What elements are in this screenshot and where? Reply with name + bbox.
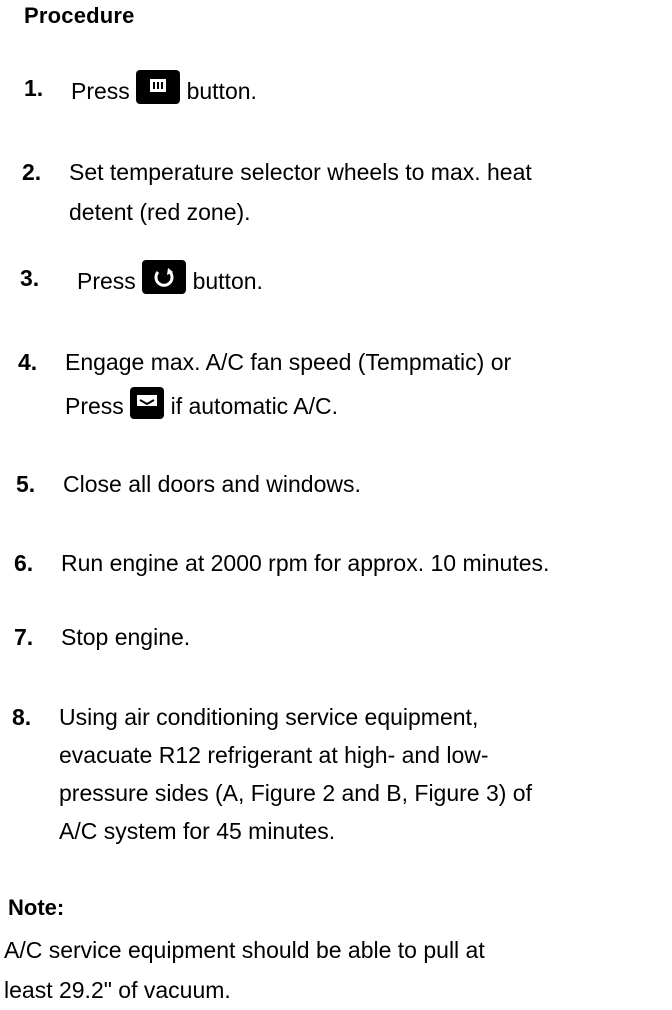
step-number: 6. [14,550,34,576]
step-text: Run engine at 2000 rpm for approx. 10 minutes. [61,550,550,576]
defrost-button-icon [136,70,180,104]
step-number: 4. [18,349,38,375]
note-line: A/C service equipment should be able to pull at [4,937,485,963]
step-text: if automatic A/C. [170,393,339,419]
max-fan-button-icon [130,387,164,419]
step-number: 1. [24,75,44,101]
step-text: A/C system for 45 minutes. [59,818,336,844]
step-number: 7. [14,624,34,650]
note-line: least 29.2" of vacuum. [4,977,231,1003]
step-text: Stop engine. [61,624,191,650]
step-text: button. [186,78,257,104]
step-text: Close all doors and windows. [63,471,361,497]
step-text: Set temperature selector wheels to max. heat [69,159,532,185]
step-text: Press [77,268,136,294]
step-text: Press [65,393,124,419]
note-label: Note: [8,895,65,920]
page-title: Procedure [24,3,135,28]
step-text: detent (red zone). [69,199,251,225]
step-number: 5. [16,471,36,497]
step-text: Engage max. A/C fan speed (Tempmatic) or [65,349,512,375]
step-text: Press [71,78,130,104]
step-number: 8. [12,704,32,730]
recirculation-button-icon [142,260,186,294]
step-text: Using air conditioning service equipment, [59,704,479,730]
step-text: pressure sides (A, Figure 2 and B, Figure 3) of [59,780,532,806]
step-text: evacuate R12 refrigerant at high- and low- [59,742,489,768]
note-text [4,930,485,1010]
step-number: 3. [20,265,40,291]
step-text: button. [192,268,263,294]
step-number: 2. [22,159,42,185]
